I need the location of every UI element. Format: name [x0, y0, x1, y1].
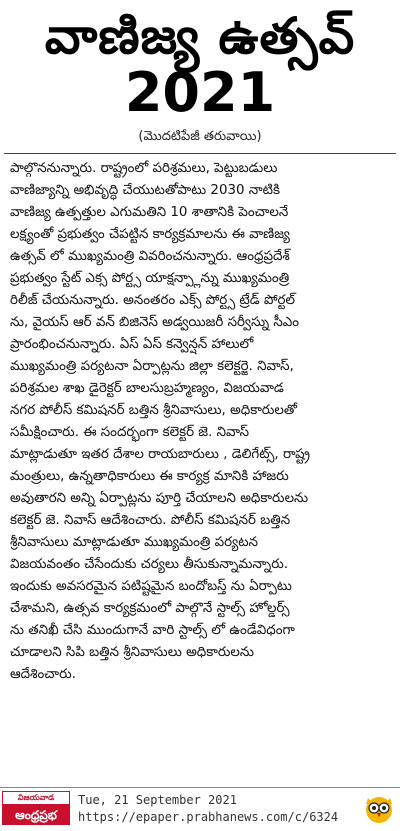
article-header [0, 7, 400, 154]
article-line: ను తనిఖీ చేసి ముందుగానే వారి స్టాల్స్ లో ఉండేవిధంగా [10, 623, 295, 639]
article-line: మాట్లాడుతూ ఇతర దేశాల రాయబారులు , డెలిగేట్స్, రాష్ట్ర [10, 447, 311, 463]
article-line: వాణిజ్య ఉత్పత్తుల ఎగుమతిని 10 శాతానికి పెంచాలనే [10, 205, 289, 221]
article-line: విజయవంతం చేసేందుకు చర్యలు తీసుకున్నామన్నారు. [10, 557, 289, 573]
article-line: ముఖ్యమంత్రి పర్యటనా ఏర్పాట్లను జిల్లా కలెక్టర్జె. నివాస్, [10, 359, 294, 375]
article-line: ఇందుకు అవసరమైన పటిష్టమైన బందోబస్త్ ను ఏర్పాటు [10, 579, 292, 595]
article-line: శ్రీనివాసులు మాట్లాడుతూ ముఖ్యమంత్రి పర్యటన [10, 535, 258, 551]
article-line: ప్రారంభించనున్నారు. ఏస్ ఏస్ కన్వెన్షన్ హాలులో [10, 337, 254, 353]
article-line: అవుతారని అన్ని ఏర్పాట్లను పూర్తి చేయాలని అధికారులను [10, 491, 309, 507]
article-line: లక్ష్యంతో ప్రభుత్వం చేపట్టిన కార్యక్రమాలను ఈ వాణిజ్య [10, 227, 290, 243]
article-body [0, 158, 400, 686]
logo-edition: విజయవాడ [3, 792, 69, 804]
footer-meta [78, 792, 338, 826]
article-line: సమీక్షించారు. ఈ సందర్భంగా కలెక్టర్ జె. నివాస్ [10, 425, 250, 441]
article-line: పరిశ్రమల శాఖ డైరెక్టర్ బాలసుబ్రహ్మణ్యం, విజయవాడ [10, 381, 284, 397]
article-line: ఉత్సవ్ లో ముఖ్యమంత్రి వివరించనున్నారు. ఆంధ్రప్రదేశ్ [10, 249, 290, 265]
article-line: చూడాలని సిపి బత్తిన శ్రీనివాసులు అధికారులను [10, 645, 254, 661]
publish-date: Tue, 21 September 2021 [78, 793, 237, 807]
footer-bar [0, 787, 400, 831]
article-line: చేశామని, ఉత్సవ కార్యక్రమంలో పాల్గొనే స్టాల్స్ హోల్డర్స్ [10, 601, 290, 617]
article-line: నగర పోలీస్ కమిషనర్ బత్తిన శ్రీనివాసులు, అధికారులతో [10, 403, 297, 419]
owl-mascot-icon [364, 792, 394, 824]
logo-masthead: ఆంధ్రప్రభ [15, 808, 57, 822]
article-line: మంత్రులు, ఉన్నతాధికారులు ఈ కార్యక్ర మానికి హాజరు [10, 469, 289, 485]
article-line: ను, వైయస్ ఆర్ వన్ బిజినెస్ అడ్వయిజరీ సర్వీస్ను సీఎం [10, 315, 300, 331]
headline-year: 2021 [124, 60, 276, 124]
article-line: పాల్గొననున్నారు. రాష్ట్రంలో పరిశ్రమలు, పెట్టుబడులు [10, 161, 278, 177]
headline-title: వాణిజ్య ఉత్సవ్ [44, 7, 356, 65]
source-url[interactable]: https://epaper.prabhanews.com/c/6324 [78, 810, 339, 824]
article-line: ప్రభుత్వం స్టేట్ ఎక్స పోర్ట్స యాక్షన్ప్లాన్ను ముఖ్యమంత్రి [10, 271, 290, 287]
divider [4, 153, 396, 154]
article-line: రిలీజ్ చేయనున్నారు. అనంతరం ఎక్స్ పోర్ట్స ట్రేడ్ పోర్టల్ [10, 293, 295, 309]
article-line: కలెక్టర్ జె. నివాస్ ఆదేశించారు. పోలీస్ కమిషనర్ బత్తిన [10, 513, 291, 529]
headline [0, 7, 400, 124]
article-line: వాణిజ్యాన్ని అభివృద్ధి చేయుటతోపాటు 2030 నాటికి [10, 183, 280, 199]
article-line: ఆదేశించారు. [10, 667, 76, 683]
continued-note: (మొదటిపేజీ తరువాయి) [138, 129, 262, 145]
